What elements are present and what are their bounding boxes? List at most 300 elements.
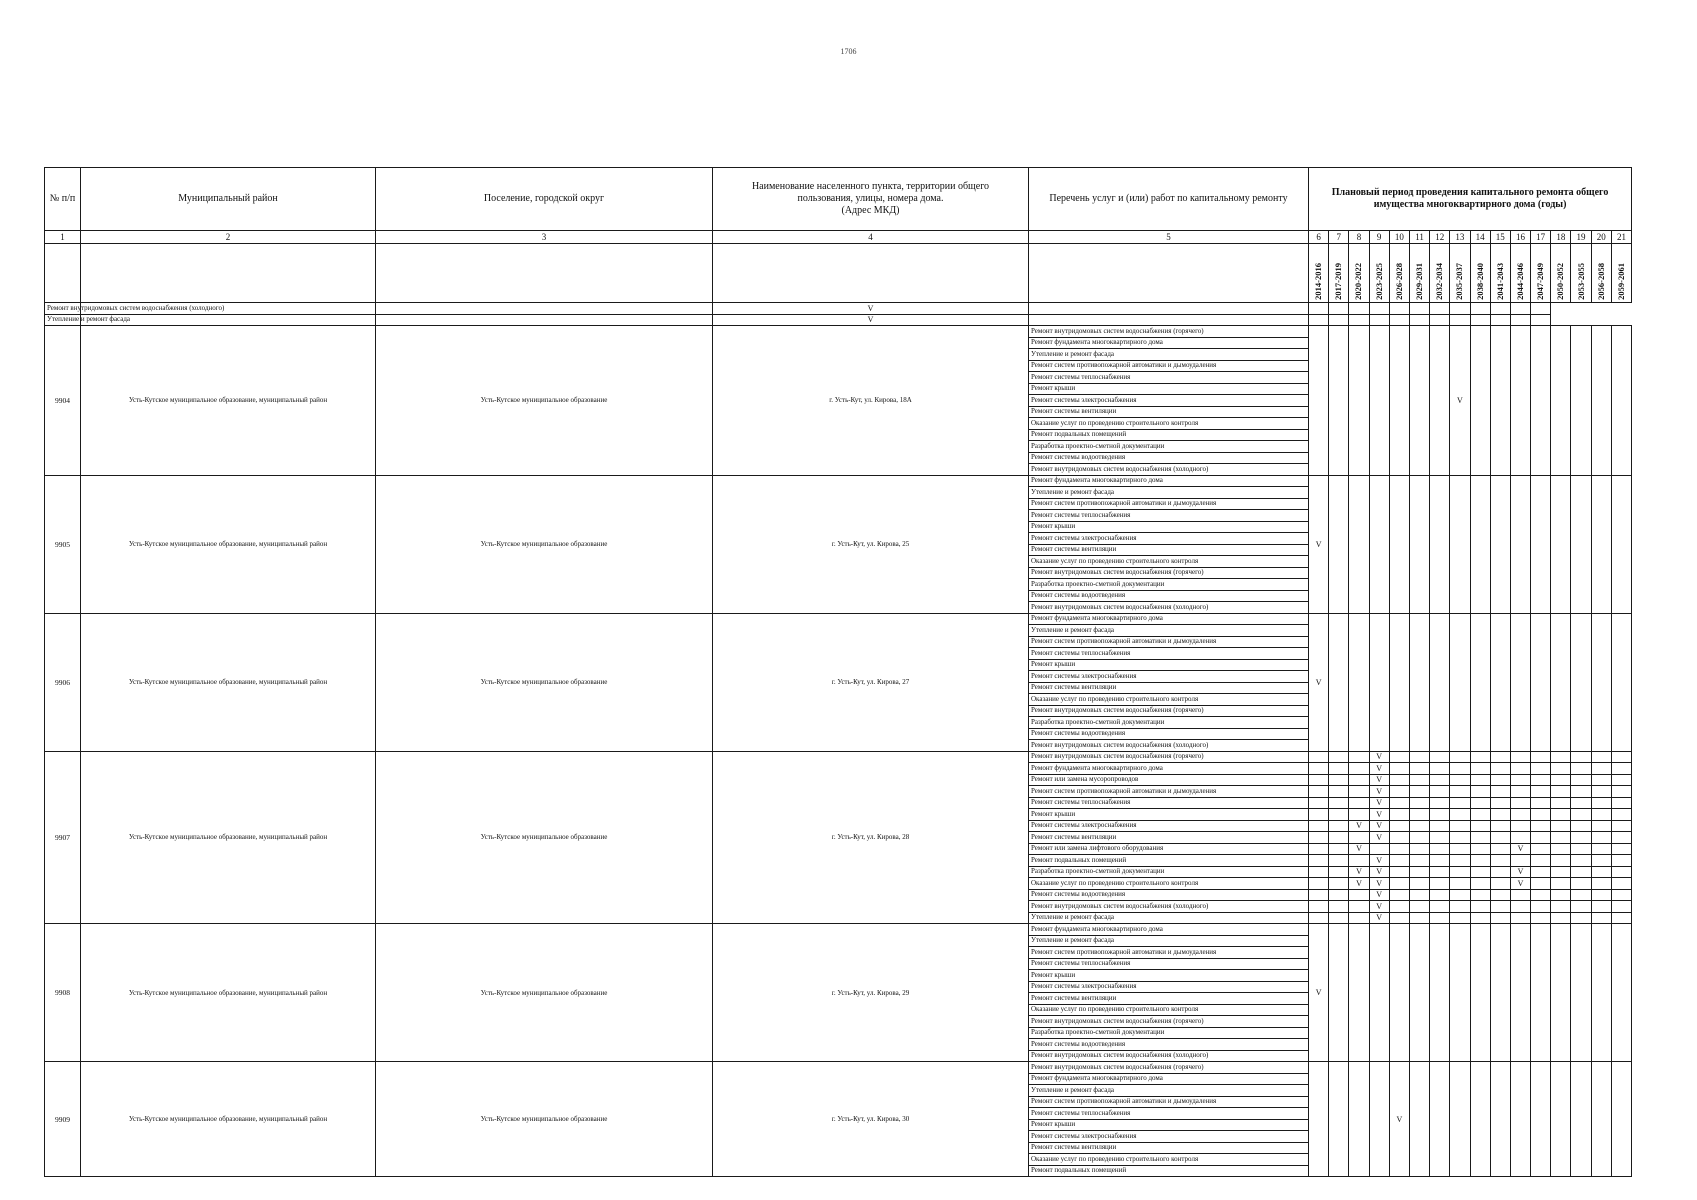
year-mark-cell — [1591, 774, 1611, 786]
year-mark-cell — [1551, 786, 1571, 798]
year-mark-cell: V — [1369, 751, 1389, 763]
table-row — [45, 1062, 1632, 1074]
year-mark-cell: V — [1369, 809, 1389, 821]
work-item: Ремонт фундамента многоквартирного дома — [1029, 763, 1309, 775]
year-mark-cell — [1490, 314, 1510, 326]
year-mark-cell — [1450, 751, 1470, 763]
year-mark-cell — [1450, 809, 1470, 821]
year-mark-cell — [1470, 303, 1490, 315]
year-period-cell — [1571, 244, 1591, 303]
year-mark-cell — [1470, 889, 1490, 901]
year-mark-cell — [1430, 889, 1450, 901]
settlement: Усть-Кутское муниципальное образование — [376, 613, 713, 751]
year-period-label: 2056-2058 — [1595, 263, 1606, 300]
year-mark-cell: V — [1369, 832, 1389, 844]
work-item: Ремонт системы теплоснабжения — [1029, 958, 1309, 970]
work-item: Ремонт системы электроснабжения — [1029, 981, 1309, 993]
year-mark-cell — [1409, 901, 1429, 913]
house-number: 9907 — [45, 751, 81, 924]
work-item: Ремонт крыши — [1029, 521, 1309, 533]
column-number-21: 21 — [1611, 231, 1631, 244]
year-mark-cell — [1490, 797, 1510, 809]
year-mark-cell — [1531, 774, 1551, 786]
year-mark-cell — [1490, 809, 1510, 821]
year-mark-cell — [1531, 855, 1551, 867]
year-mark-cell — [1450, 797, 1470, 809]
year-mark-cell — [1510, 326, 1530, 476]
year-mark-cell — [1349, 924, 1369, 1062]
year-mark-cell — [1389, 878, 1409, 890]
year-mark-cell — [1611, 475, 1631, 613]
work-item: Утепление и ремонт фасада — [1029, 1085, 1309, 1097]
year-mark-cell — [1389, 786, 1409, 798]
year-mark-cell — [1430, 774, 1450, 786]
year-mark-cell — [1510, 613, 1530, 751]
year-mark-cell — [1389, 855, 1409, 867]
year-mark-cell — [1571, 1062, 1591, 1177]
year-mark-cell — [1470, 763, 1490, 775]
year-mark-cell: V — [1309, 613, 1329, 751]
year-mark-cell — [1510, 786, 1530, 798]
column-number-6: 6 — [1309, 231, 1329, 244]
work-item: Утепление и ремонт фасада — [1029, 625, 1309, 637]
year-mark-cell — [1430, 1062, 1450, 1177]
work-item: Ремонт крыши — [1029, 659, 1309, 671]
year-mark-cell — [1389, 820, 1409, 832]
year-mark-cell: V — [1349, 878, 1369, 890]
year-mark-cell — [1470, 314, 1490, 326]
work-item: Ремонт системы теплоснабжения — [1029, 510, 1309, 522]
year-mark-cell — [1551, 820, 1571, 832]
year-mark-cell — [1329, 809, 1349, 821]
year-mark-cell — [1409, 763, 1429, 775]
year-mark-cell — [1409, 303, 1429, 315]
year-mark-cell — [1349, 889, 1369, 901]
year-period-cell — [1450, 244, 1470, 303]
year-mark-cell — [1571, 901, 1591, 913]
year-mark-cell — [1490, 763, 1510, 775]
header-works: Перечень услуг и (или) работ по капитальному ремонту — [1029, 168, 1309, 231]
year-mark-cell — [1369, 1062, 1389, 1177]
year-mark-cell — [1470, 326, 1490, 476]
work-item: Ремонт фундамента многоквартирного дома — [1029, 924, 1309, 936]
year-mark-cell — [1389, 303, 1409, 315]
year-mark-cell — [1349, 1062, 1369, 1177]
year-mark-cell — [1450, 866, 1470, 878]
year-mark-cell — [1531, 797, 1551, 809]
year-mark-cell — [1329, 475, 1349, 613]
year-mark-cell — [1369, 924, 1389, 1062]
year-mark-cell — [1591, 613, 1611, 751]
year-mark-cell — [1490, 774, 1510, 786]
column-number-15: 15 — [1490, 231, 1510, 244]
year-mark-cell: V — [1309, 475, 1329, 613]
year-mark-cell — [1409, 832, 1429, 844]
header-address-line2: пользования, улицы, номера дома. — [797, 193, 944, 204]
header-address-line1: Наименование населенного пункта, территории общего — [751, 181, 990, 192]
column-number-5: 5 — [1029, 231, 1309, 244]
year-mark-cell — [1611, 1062, 1631, 1177]
year-mark-cell — [1470, 774, 1490, 786]
work-item: Ремонт систем противопожарной автоматики и дымоудаления — [1029, 636, 1309, 648]
year-mark-cell — [1389, 613, 1409, 751]
year-mark-cell — [1490, 1062, 1510, 1177]
years-blank-2 — [81, 244, 376, 303]
year-mark-cell — [1369, 475, 1389, 613]
work-item: Оказание услуг по проведению строительного контроля — [1029, 418, 1309, 430]
year-mark-cell — [1611, 878, 1631, 890]
work-item: Ремонт системы электроснабжения — [1029, 1131, 1309, 1143]
work-item: Утепление и ремонт фасада — [1029, 349, 1309, 361]
year-mark-cell — [1490, 475, 1510, 613]
work-item: Ремонт внутридомовых систем водоснабжения (горячего) — [1029, 326, 1309, 338]
year-mark-cell — [1591, 820, 1611, 832]
year-mark-cell: V — [1369, 820, 1389, 832]
year-mark-cell — [1571, 326, 1591, 476]
year-mark-cell — [1591, 1062, 1611, 1177]
year-mark-cell — [1369, 314, 1389, 326]
year-mark-cell — [1389, 866, 1409, 878]
year-mark-cell — [1591, 797, 1611, 809]
work-item: Ремонт системы теплоснабжения — [1029, 1108, 1309, 1120]
work-item: Ремонт систем противопожарной автоматики и дымоудаления — [1029, 360, 1309, 372]
column-number-11: 11 — [1409, 231, 1429, 244]
year-mark-cell — [1611, 763, 1631, 775]
year-mark-cell — [1470, 866, 1490, 878]
year-mark-cell — [1349, 901, 1369, 913]
header-address — [713, 168, 1029, 231]
work-item: Разработка проектно-сметной документации — [1029, 579, 1309, 591]
work-item: Ремонт системы вентиляции — [1029, 682, 1309, 694]
year-mark-cell — [1450, 303, 1470, 315]
year-mark-cell: V — [1369, 901, 1389, 913]
work-item: Ремонт крыши — [1029, 1119, 1309, 1131]
year-period-cell — [1470, 244, 1490, 303]
year-mark-cell — [1531, 751, 1551, 763]
work-item: Ремонт системы электроснабжения — [1029, 395, 1309, 407]
work-item: Утепление и ремонт фасада — [1029, 935, 1309, 947]
work-item: Ремонт внутридомовых систем водоснабжения (горячего) — [1029, 705, 1309, 717]
year-mark-cell — [1329, 855, 1349, 867]
year-mark-cell — [1531, 326, 1551, 476]
year-mark-cell — [1551, 889, 1571, 901]
table-row — [45, 613, 1632, 625]
work-item: Ремонт внутридомовых систем водоснабжения (горячего) — [1029, 1016, 1309, 1028]
year-mark-cell — [1531, 832, 1551, 844]
year-mark-cell — [1571, 820, 1591, 832]
work-item: Ремонт внутридомовых систем водоснабжения (холодного) — [1029, 1050, 1309, 1062]
year-mark-cell — [1591, 866, 1611, 878]
year-mark-cell — [1409, 820, 1429, 832]
work-item: Ремонт системы электроснабжения — [1029, 820, 1309, 832]
year-period-label: 2044-2046 — [1514, 263, 1525, 300]
year-mark-cell — [1571, 613, 1591, 751]
year-mark-cell — [1430, 832, 1450, 844]
year-mark-cell — [1591, 763, 1611, 775]
house-address: г. Усть-Кут, ул. Кирова, 28 — [713, 751, 1029, 924]
year-mark-cell — [1329, 843, 1349, 855]
year-mark-cell — [1409, 326, 1429, 476]
work-item: Ремонт подвальных помещений — [1029, 429, 1309, 441]
work-item: Ремонт фундамента многоквартирного дома — [1029, 613, 1309, 625]
year-mark-cell — [1531, 475, 1551, 613]
year-mark-cell — [1571, 774, 1591, 786]
year-mark-cell — [1369, 326, 1389, 476]
year-mark-cell — [1309, 774, 1329, 786]
house-address: г. Усть-Кут, ул. Кирова, 18А — [713, 326, 1029, 476]
work-item: Ремонт фундамента многоквартирного дома — [1029, 337, 1309, 349]
year-mark-cell — [1611, 751, 1631, 763]
work-item: Ремонт системы вентиляции — [1029, 544, 1309, 556]
year-mark-cell — [1430, 797, 1450, 809]
year-mark-cell — [1531, 1062, 1551, 1177]
year-mark-cell — [1309, 763, 1329, 775]
work-item: Оказание услуг по проведению строительного контроля — [1029, 1004, 1309, 1016]
year-mark-cell — [1329, 1062, 1349, 1177]
work-item: Ремонт системы теплоснабжения — [1029, 648, 1309, 660]
header-plan-line1: Плановый период проведения капитального ремонта общего — [1331, 187, 1609, 198]
year-mark-cell: V — [1450, 326, 1470, 476]
year-mark-cell — [1029, 303, 1309, 315]
year-mark-cell — [1551, 843, 1571, 855]
work-item: Ремонт внутридомовых систем водоснабжения (холодного) — [45, 303, 81, 315]
year-mark-cell — [1551, 1062, 1571, 1177]
work-item: Ремонт системы водоотведения — [1029, 728, 1309, 740]
year-mark-cell — [1349, 797, 1369, 809]
year-mark-cell — [1389, 889, 1409, 901]
year-mark-cell — [1591, 924, 1611, 1062]
municipal-district: Усть-Кутское муниципальное образование, муниципальный район — [81, 1062, 376, 1177]
years-blank-3 — [376, 244, 713, 303]
year-mark-cell — [1591, 901, 1611, 913]
year-mark-cell — [1510, 924, 1530, 1062]
work-item: Ремонт систем противопожарной автоматики и дымоудаления — [1029, 1096, 1309, 1108]
year-mark-cell — [1551, 809, 1571, 821]
year-mark-cell — [1409, 866, 1429, 878]
year-mark-cell — [1450, 901, 1470, 913]
year-mark-cell — [1470, 924, 1490, 1062]
year-mark-cell — [1450, 843, 1470, 855]
year-mark-cell: V — [1369, 855, 1389, 867]
year-period-cell — [1531, 244, 1551, 303]
year-mark-cell — [1571, 809, 1591, 821]
year-mark-cell — [1430, 878, 1450, 890]
year-mark-cell — [1470, 855, 1490, 867]
year-period-cell — [1389, 244, 1409, 303]
year-period-label: 2059-2061 — [1615, 263, 1626, 300]
year-mark-cell — [1329, 763, 1349, 775]
year-mark-cell — [1309, 832, 1329, 844]
house-address: г. Усть-Кут, ул. Кирова, 27 — [713, 613, 1029, 751]
year-period-label: 2023-2025 — [1373, 263, 1384, 300]
year-mark-cell — [1450, 1062, 1470, 1177]
year-mark-cell — [1430, 924, 1450, 1062]
column-number-9: 9 — [1369, 231, 1389, 244]
year-mark-cell — [1389, 809, 1409, 821]
table-row — [45, 303, 1632, 315]
table-row — [45, 924, 1632, 936]
year-mark-cell — [1309, 889, 1329, 901]
year-mark-cell — [1430, 820, 1450, 832]
page-number: 1706 — [840, 47, 857, 56]
year-mark-cell — [1470, 820, 1490, 832]
year-mark-cell: V — [1389, 1062, 1409, 1177]
year-mark-cell — [1510, 901, 1530, 913]
year-mark-cell: V — [1369, 786, 1389, 798]
year-mark-cell — [1470, 912, 1490, 924]
year-mark-cell — [1591, 878, 1611, 890]
year-mark-cell — [1309, 303, 1329, 315]
year-period-cell — [1510, 244, 1530, 303]
year-mark-cell — [1571, 797, 1591, 809]
year-mark-cell — [1450, 832, 1470, 844]
year-mark-cell — [1409, 912, 1429, 924]
year-mark-cell — [1389, 314, 1409, 326]
year-period-label: 2014-2016 — [1313, 263, 1324, 300]
house-number: 9904 — [45, 326, 81, 476]
year-mark-cell — [1510, 475, 1530, 613]
year-mark-cell — [1470, 786, 1490, 798]
year-mark-cell — [1329, 774, 1349, 786]
column-number-20: 20 — [1591, 231, 1611, 244]
year-mark-cell — [1309, 326, 1329, 476]
year-mark-cell — [1470, 475, 1490, 613]
year-period-cell — [1430, 244, 1450, 303]
year-mark-cell — [376, 314, 713, 326]
year-mark-cell — [1611, 820, 1631, 832]
year-mark-cell — [1551, 924, 1571, 1062]
work-item: Ремонт фундамента многоквартирного дома — [1029, 1073, 1309, 1085]
settlement: Усть-Кутское муниципальное образование — [376, 326, 713, 476]
year-mark-cell — [1029, 314, 1309, 326]
year-period-label: 2047-2049 — [1535, 263, 1546, 300]
year-mark-cell — [1490, 843, 1510, 855]
column-number-8: 8 — [1349, 231, 1369, 244]
work-item: Ремонт системы теплоснабжения — [1029, 797, 1309, 809]
column-number-row — [45, 231, 1632, 244]
year-mark-cell — [1490, 924, 1510, 1062]
year-period-cell — [1409, 244, 1429, 303]
year-mark-cell — [1510, 832, 1530, 844]
header-settlement: Поселение, городской округ — [376, 168, 713, 231]
year-period-label: 2038-2040 — [1474, 263, 1485, 300]
work-item: Разработка проектно-сметной документации — [1029, 866, 1309, 878]
year-mark-cell — [1470, 901, 1490, 913]
year-mark-cell — [1591, 855, 1611, 867]
year-mark-cell — [1349, 774, 1369, 786]
year-mark-cell — [1510, 797, 1530, 809]
work-item: Оказание услуг по проведению строительного контроля — [1029, 694, 1309, 706]
year-mark-cell — [1430, 314, 1450, 326]
work-item: Ремонт системы вентиляции — [1029, 406, 1309, 418]
work-item: Ремонт или замена лифтового оборудования — [1029, 843, 1309, 855]
year-mark-cell: V — [1369, 763, 1389, 775]
column-number-4: 4 — [713, 231, 1029, 244]
year-mark-cell: V — [1349, 866, 1369, 878]
year-mark-cell — [1349, 303, 1369, 315]
municipal-district: Усть-Кутское муниципальное образование, муниципальный район — [81, 613, 376, 751]
year-mark-cell — [1470, 613, 1490, 751]
house-address: г. Усть-Кут, ул. Кирова, 25 — [713, 475, 1029, 613]
year-mark-cell — [1430, 866, 1450, 878]
year-mark-cell — [1389, 843, 1409, 855]
house-address: г. Усть-Кут, ул. Кирова, 30 — [713, 1062, 1029, 1177]
year-mark-cell — [1450, 774, 1470, 786]
work-item: Ремонт системы вентиляции — [1029, 832, 1309, 844]
work-item: Ремонт систем противопожарной автоматики и дымоудаления — [1029, 498, 1309, 510]
year-mark-cell — [1551, 763, 1571, 775]
work-item: Ремонт крыши — [1029, 809, 1309, 821]
house-number: 9905 — [45, 475, 81, 613]
year-mark-cell — [1551, 613, 1571, 751]
year-mark-cell: V — [1349, 820, 1369, 832]
year-mark-cell — [1309, 820, 1329, 832]
year-mark-cell — [1490, 786, 1510, 798]
work-item: Утепление и ремонт фасада — [1029, 912, 1309, 924]
year-mark-cell — [1571, 786, 1591, 798]
year-mark-cell — [1450, 763, 1470, 775]
table-body — [45, 303, 1632, 1177]
work-item: Ремонт подвальных помещений — [1029, 855, 1309, 867]
year-period-label: 2029-2031 — [1414, 263, 1425, 300]
year-mark-cell — [1551, 797, 1571, 809]
year-mark-cell — [1551, 866, 1571, 878]
year-mark-cell: V — [1369, 889, 1389, 901]
year-mark-cell — [1309, 866, 1329, 878]
year-mark-cell — [1531, 613, 1551, 751]
year-mark-cell — [1611, 613, 1631, 751]
year-mark-cell — [1349, 912, 1369, 924]
year-mark-cell — [1329, 797, 1349, 809]
work-item: Ремонт крыши — [1029, 970, 1309, 982]
year-periods-row — [45, 244, 1632, 303]
work-item: Ремонт фундамента многоквартирного дома — [1029, 475, 1309, 487]
year-mark-cell — [1349, 832, 1369, 844]
year-mark-cell — [1490, 878, 1510, 890]
year-period-cell — [1309, 244, 1329, 303]
year-mark-cell — [1571, 843, 1591, 855]
work-item: Ремонт систем противопожарной автоматики и дымоудаления — [1029, 786, 1309, 798]
year-mark-cell — [1591, 786, 1611, 798]
year-period-cell — [1490, 244, 1510, 303]
year-mark-cell — [1510, 855, 1530, 867]
year-mark-cell: V — [1369, 774, 1389, 786]
year-mark-cell — [1430, 613, 1450, 751]
year-mark-cell — [376, 303, 713, 315]
year-mark-cell — [1329, 303, 1349, 315]
work-item: Ремонт или замена мусоропроводов — [1029, 774, 1309, 786]
year-mark-cell — [1470, 809, 1490, 821]
year-mark-cell — [1531, 763, 1551, 775]
year-mark-cell — [1551, 774, 1571, 786]
year-mark-cell — [1551, 912, 1571, 924]
column-number-3: 3 — [376, 231, 713, 244]
year-mark-cell — [1329, 889, 1349, 901]
year-mark-cell — [1490, 901, 1510, 913]
year-mark-cell — [1389, 832, 1409, 844]
work-item: Ремонт внутридомовых систем водоснабжения (горячего) — [1029, 567, 1309, 579]
year-mark-cell — [1389, 912, 1409, 924]
year-mark-cell — [1591, 475, 1611, 613]
year-mark-cell — [1409, 751, 1429, 763]
year-mark-cell — [1470, 751, 1490, 763]
work-item: Утепление и ремонт фасада — [45, 314, 81, 326]
year-mark-cell — [1450, 786, 1470, 798]
settlement: Усть-Кутское муниципальное образование — [376, 751, 713, 924]
header-num: № п/п — [45, 168, 81, 231]
column-number-17: 17 — [1531, 231, 1551, 244]
year-mark-cell — [1571, 751, 1591, 763]
